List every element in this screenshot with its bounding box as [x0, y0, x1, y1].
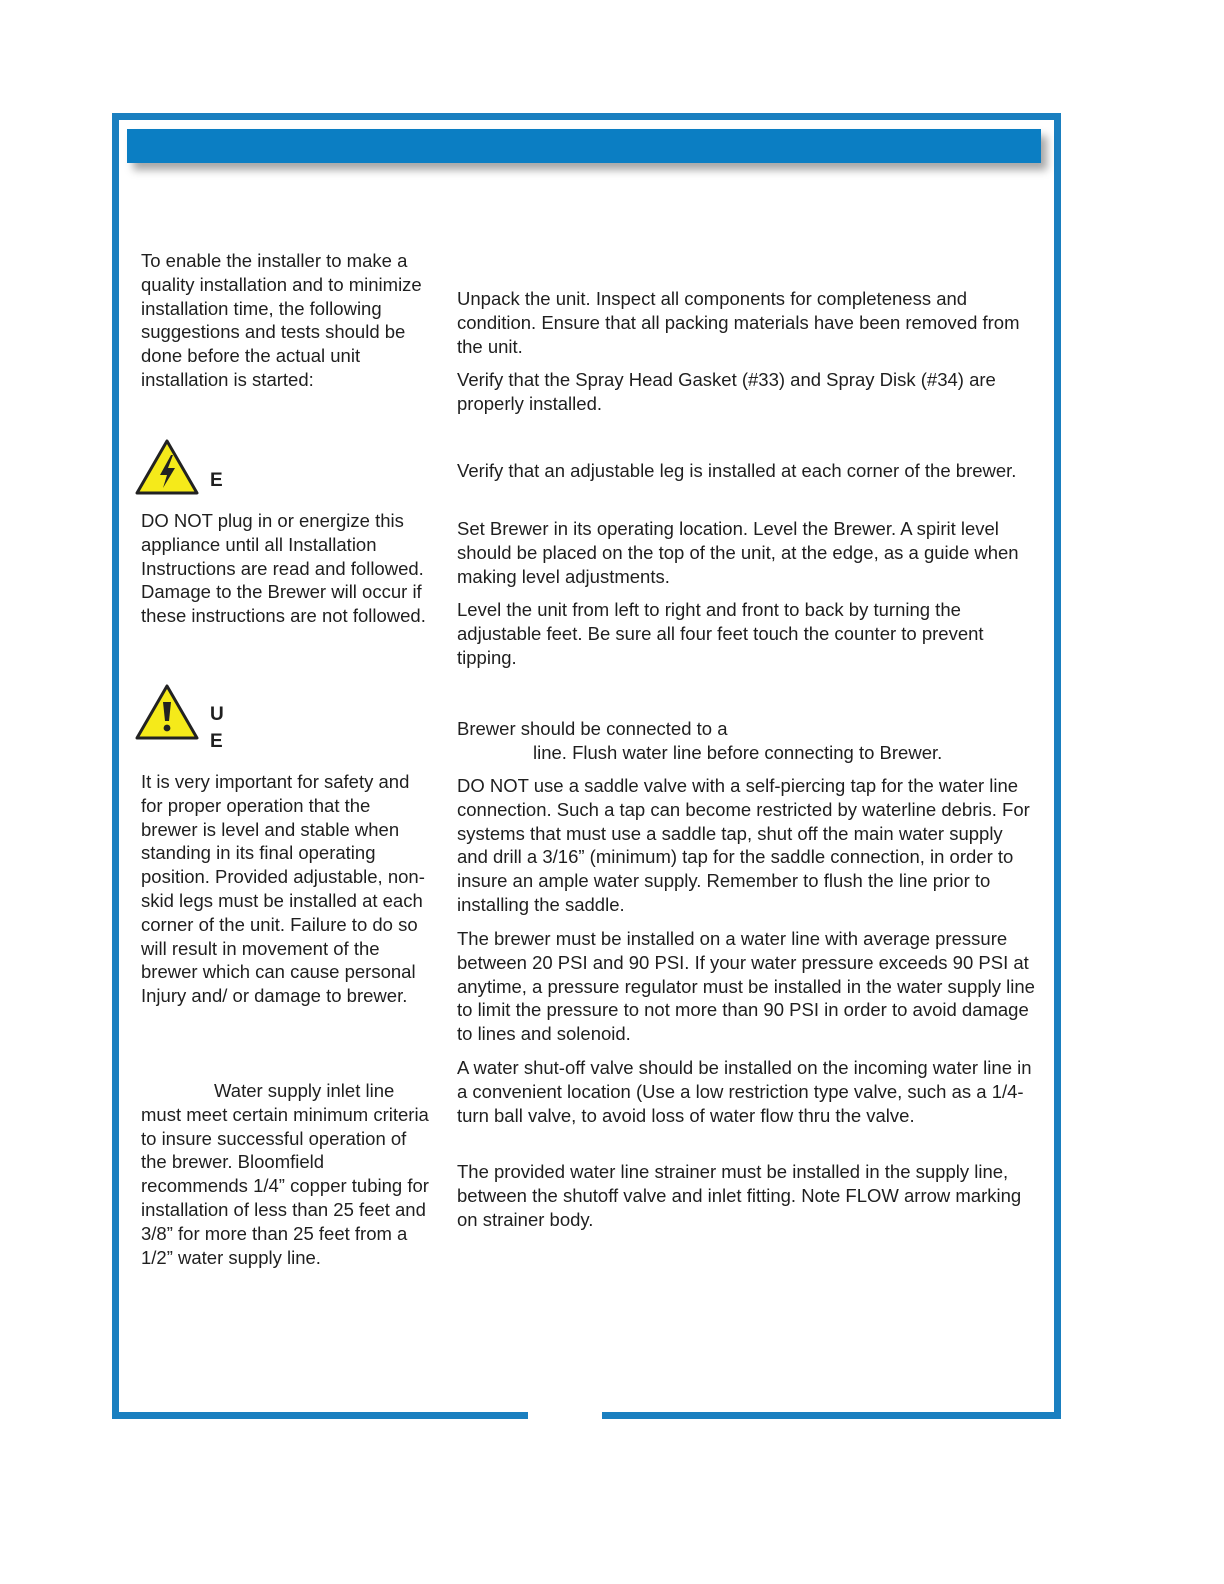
electrical-warning-heading: E: [210, 470, 223, 491]
legs-paragraph: Verify that an adjustable leg is installed at each corner of the brewer.: [457, 460, 1017, 481]
section-header-bar: [127, 129, 1041, 163]
pressure-paragraph: The brewer must be installed on a water line with average pressure between 20 PSI and 90 PSI. If your water pressure exceeds 90 PSI at anytime, a pressure regulator must be installed in the water supply line to limit the pressure to not more than 90 PSI in order to avoid damage to lines and solenoid.: [457, 928, 1035, 1045]
connect-line-2: line. Flush water line before connecting to Brewer.: [533, 742, 943, 763]
page-frame-top: [112, 113, 1061, 120]
caution-exclamation-icon: [134, 683, 200, 741]
caution-heading-line-1: U: [210, 704, 224, 725]
saddle-valve-paragraph: DO NOT use a saddle valve with a self-piercing tap for the water line connection. Such a tap can become restricted by waterline debris. For systems that must use a saddle tap, shut off the main water supply and drill a 3/16” (minimum) tap for the saddle connection, in order to insure an ample water supply. Remember to flush the line prior to installing the saddle.: [457, 775, 1030, 915]
page-frame-right: [1054, 113, 1061, 1419]
page-frame-bottom-left: [112, 1412, 528, 1419]
set-brewer-paragraph: Set Brewer in its operating location. Level the Brewer. A spirit level should be placed on the top of the unit, at the edge, as a guide when making level adjustments.: [457, 518, 1019, 587]
page-frame-bottom-right: [602, 1412, 1061, 1419]
intro-paragraph: To enable the installer to make a quality installation and to minimize installation time, the following suggestions and tests should be done before the actual unit installation is started:: [141, 250, 422, 390]
strainer-paragraph: The provided water line strainer must be installed in the supply line, between the shutoff valve and inlet fitting. Note FLOW arrow marking on strainer body.: [457, 1161, 1022, 1230]
shutoff-valve-paragraph: A water shut-off valve should be installed on the incoming water line in a convenient location (Use a low restriction type valve, such as a 1/4-turn ball valve, to avoid loss of water flow thru the valve.: [457, 1057, 1032, 1126]
connect-line-1: Brewer should be connected to a: [457, 718, 728, 739]
caution-warning-text: It is very important for safety and for proper operation that the brewer is level and stable when standing in its final operating position. Provided adjustable, non-skid legs must be installed at each corner of the unit. Failure to do so will result in movement of the brewer which can cause personal Injury and/ or damage to brewer.: [141, 771, 425, 1007]
level-unit-paragraph: Level the unit from left to right and front to back by turning the adjustable feet. Be sure all four feet touch the counter to prevent tipping.: [457, 599, 984, 668]
electrical-hazard-icon: [134, 438, 200, 496]
caution-heading-line-2: E: [210, 731, 223, 752]
water-supply-paragraph: Water supply inlet line must meet certain minimum criteria to insure successful operation of the brewer. Bloomfield recommends 1/4” copper tubing for installation of less than 25 feet and 3/8” for more than 25 feet from a 1/2” water supply line.: [141, 1080, 429, 1268]
unpack-paragraph: Unpack the unit. Inspect all components for completeness and condition. Ensure that all packing materials have been removed from the unit.: [457, 288, 1020, 357]
spray-head-paragraph: Verify that the Spray Head Gasket (#33) and Spray Disk (#34) are properly installed.: [457, 369, 996, 414]
page-frame-left: [112, 113, 119, 1419]
electrical-warning-text: DO NOT plug in or energize this appliance until all Installation Instructions are read and followed. Damage to the Brewer will occur if these instructions are not followed.: [141, 510, 426, 627]
